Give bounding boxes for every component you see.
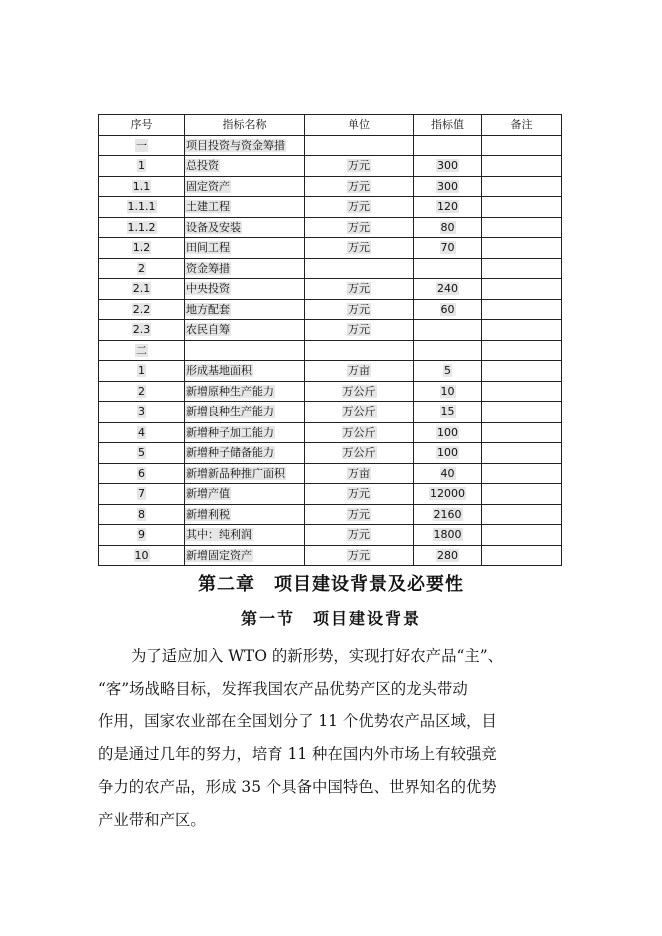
- cell-unit: [305, 381, 414, 402]
- cell-remarks: [482, 463, 562, 484]
- cell-indicator-name-text: 其中：纯利润: [186, 528, 252, 542]
- cell-indicator-name: [185, 238, 305, 259]
- cell-value: [414, 443, 482, 464]
- cell-value-text: 100: [437, 425, 458, 439]
- cell-value: [414, 238, 482, 259]
- cell-serial-text: 10: [134, 548, 149, 562]
- header-unit: 单位: [305, 115, 414, 136]
- cell-remarks: [482, 135, 562, 156]
- table-row: [99, 320, 562, 341]
- cell-value: [414, 504, 482, 525]
- cell-serial-text: 二: [136, 343, 147, 357]
- header-remarks: 备注: [482, 115, 562, 136]
- cell-unit: [305, 279, 414, 300]
- cell-serial: [99, 525, 185, 546]
- cell-indicator-name: [185, 340, 305, 361]
- cell-indicator-name-text: 地方配套: [186, 302, 230, 316]
- cell-unit: [305, 443, 414, 464]
- cell-value-text: 300: [437, 179, 458, 193]
- cell-unit-text: 万元: [348, 323, 370, 337]
- cell-unit-text: 万元: [348, 159, 370, 173]
- cell-unit-text: 万公斤: [342, 446, 376, 460]
- cell-remarks: [482, 545, 562, 566]
- cell-indicator-name: [185, 176, 305, 197]
- cell-remarks: [482, 197, 562, 218]
- cell-serial-text: 3: [138, 405, 145, 419]
- cell-remarks: [482, 156, 562, 177]
- cell-serial-text: 一: [136, 138, 147, 152]
- cell-unit: [305, 258, 414, 279]
- cell-unit-text: 万亩: [348, 364, 370, 378]
- cell-indicator-name-text: 中央投资: [186, 282, 230, 296]
- table-row: [99, 504, 562, 525]
- cell-serial-text: 2.3: [132, 323, 151, 337]
- cell-value-text: 1800: [433, 528, 462, 542]
- table-row: [99, 361, 562, 382]
- table-row: [99, 176, 562, 197]
- cell-unit-text: 万元: [348, 282, 370, 296]
- cell-value-text: 120: [437, 200, 458, 214]
- cell-unit: [305, 340, 414, 361]
- cell-unit-text: 万元: [348, 302, 370, 316]
- cell-value: [414, 299, 482, 320]
- cell-value-text: 100: [437, 446, 458, 460]
- paragraph-line: 作用，国家农业部在全国划分了 11 个优势农产品区域，目: [98, 712, 497, 731]
- cell-value-text: 12000: [430, 487, 465, 501]
- cell-indicator-name-text: 项目投资与资金筹措: [186, 138, 285, 152]
- cell-unit-text: 万元: [348, 507, 370, 521]
- cell-serial-text: 1.1: [132, 179, 151, 193]
- cell-serial: [99, 135, 185, 156]
- cell-unit-text: 万亩: [348, 466, 370, 480]
- cell-indicator-name-text: 新增固定资产: [186, 548, 252, 562]
- cell-serial: [99, 381, 185, 402]
- cell-unit-text: 万元: [348, 241, 370, 255]
- cell-remarks: [482, 176, 562, 197]
- cell-serial: [99, 197, 185, 218]
- table-row: [99, 197, 562, 218]
- cell-remarks: [482, 299, 562, 320]
- paragraph-line: “客”场战略目标，发挥我国农产品优势产区的龙头带动: [98, 679, 468, 698]
- cell-indicator-name: [185, 504, 305, 525]
- cell-unit-text: 万元: [348, 528, 370, 542]
- cell-value: [414, 258, 482, 279]
- cell-remarks: [482, 484, 562, 505]
- paragraph-line: 争力的农产品，形成 35 个具备中国特色、世界知名的优势: [98, 777, 497, 796]
- cell-unit: [305, 361, 414, 382]
- cell-indicator-name: [185, 197, 305, 218]
- cell-serial: [99, 443, 185, 464]
- table-row: [99, 443, 562, 464]
- cell-indicator-name: [185, 320, 305, 341]
- cell-unit: [305, 176, 414, 197]
- cell-indicator-name-text: 新增利税: [186, 507, 230, 521]
- cell-indicator-name-text: 土建工程: [186, 200, 230, 214]
- header-value: 指标值: [414, 115, 482, 136]
- cell-value-text: 280: [437, 548, 458, 562]
- cell-serial: [99, 422, 185, 443]
- project-indicator-table: [98, 114, 562, 566]
- cell-value-text: 2160: [433, 507, 462, 521]
- cell-value: [414, 156, 482, 177]
- cell-serial-text: 1.1.2: [127, 220, 156, 234]
- cell-value-text: 300: [437, 159, 458, 173]
- paragraph-line: 为了适应加入 WTO 的新形势，实现打好农产品“主”、: [131, 647, 504, 665]
- cell-indicator-name-text: 新增新品种推广面积: [186, 466, 285, 480]
- table-row: [99, 340, 562, 361]
- cell-indicator-name: [185, 135, 305, 156]
- cell-serial-text: 4: [138, 425, 145, 439]
- cell-indicator-name-text: 资金筹措: [186, 261, 230, 275]
- cell-indicator-name: [185, 156, 305, 177]
- cell-indicator-name-text: 田间工程: [186, 241, 230, 255]
- table-row: [99, 381, 562, 402]
- cell-value-text: 60: [440, 302, 455, 316]
- cell-unit: [305, 504, 414, 525]
- cell-value: [414, 422, 482, 443]
- cell-indicator-name: [185, 402, 305, 423]
- cell-serial: [99, 217, 185, 238]
- table-row: [99, 525, 562, 546]
- cell-value: [414, 484, 482, 505]
- cell-serial-text: 2: [138, 261, 145, 275]
- cell-indicator-name: [185, 545, 305, 566]
- table-row: [99, 402, 562, 423]
- cell-indicator-name: [185, 443, 305, 464]
- cell-serial-text: 5: [138, 446, 145, 460]
- cell-unit: [305, 320, 414, 341]
- table-row: [99, 156, 562, 177]
- cell-unit-text: 万公斤: [342, 384, 376, 398]
- cell-unit: [305, 156, 414, 177]
- cell-value: [414, 545, 482, 566]
- table-row: [99, 279, 562, 300]
- cell-unit-text: 万公斤: [342, 425, 376, 439]
- header-serial: 序号: [99, 115, 185, 136]
- cell-serial-text: 1.2: [132, 241, 151, 255]
- cell-remarks: [482, 504, 562, 525]
- cell-serial: [99, 402, 185, 423]
- cell-value: [414, 197, 482, 218]
- cell-serial: [99, 279, 185, 300]
- cell-value: [414, 525, 482, 546]
- cell-value-text: 40: [440, 466, 455, 480]
- cell-remarks: [482, 422, 562, 443]
- cell-unit-text: 万元: [348, 220, 370, 234]
- cell-unit: [305, 135, 414, 156]
- table-row: [99, 299, 562, 320]
- cell-serial: [99, 484, 185, 505]
- cell-remarks: [482, 238, 562, 259]
- table-row: [99, 422, 562, 443]
- cell-unit-text: 万元: [348, 487, 370, 501]
- cell-serial: [99, 361, 185, 382]
- cell-serial-text: 2.2: [132, 302, 151, 316]
- cell-indicator-name-text: 新增产值: [186, 487, 230, 501]
- cell-indicator-name-text: 固定资产: [186, 179, 230, 193]
- cell-serial-text: 1: [138, 159, 145, 173]
- cell-remarks: [482, 381, 562, 402]
- cell-value: [414, 463, 482, 484]
- cell-remarks: [482, 525, 562, 546]
- paragraph-line: 产业带和产区。: [98, 810, 206, 829]
- cell-unit: [305, 484, 414, 505]
- table-row: [99, 217, 562, 238]
- cell-indicator-name-text: 新增种子加工能力: [186, 425, 274, 439]
- cell-indicator-name: [185, 484, 305, 505]
- cell-indicator-name-text: 新增原种生产能力: [186, 384, 274, 398]
- cell-indicator-name: [185, 463, 305, 484]
- table-body: [99, 135, 562, 566]
- cell-value: [414, 361, 482, 382]
- cell-indicator-name: [185, 381, 305, 402]
- cell-unit: [305, 217, 414, 238]
- cell-indicator-name-text: 设备及安装: [186, 220, 241, 234]
- cell-indicator-name: [185, 422, 305, 443]
- cell-unit-text: 万公斤: [342, 405, 376, 419]
- cell-serial-text: 6: [138, 466, 145, 480]
- cell-unit: [305, 422, 414, 443]
- cell-indicator-name-text: 总投资: [186, 159, 219, 173]
- cell-remarks: [482, 402, 562, 423]
- cell-serial-text: 1: [138, 364, 145, 378]
- cell-value: [414, 176, 482, 197]
- cell-unit-text: 万元: [348, 179, 370, 193]
- table-row: [99, 484, 562, 505]
- header-indicator-name: 指标名称: [185, 115, 305, 136]
- cell-remarks: [482, 443, 562, 464]
- cell-indicator-name: [185, 361, 305, 382]
- cell-serial: [99, 238, 185, 259]
- cell-remarks: [482, 217, 562, 238]
- cell-remarks: [482, 279, 562, 300]
- cell-serial: [99, 299, 185, 320]
- cell-value-text: 80: [440, 220, 455, 234]
- cell-serial-text: 8: [138, 507, 145, 521]
- body-paragraph: [98, 640, 563, 836]
- cell-unit: [305, 545, 414, 566]
- cell-remarks: [482, 258, 562, 279]
- cell-value-text: 240: [437, 282, 458, 296]
- section-title: 第一节 项目建设背景: [240, 609, 421, 628]
- cell-indicator-name: [185, 525, 305, 546]
- cell-remarks: [482, 320, 562, 341]
- cell-unit-text: 万元: [348, 548, 370, 562]
- table-row: [99, 545, 562, 566]
- cell-serial: [99, 258, 185, 279]
- cell-serial-text: 1.1.1: [127, 200, 156, 214]
- cell-value: [414, 381, 482, 402]
- table-row: [99, 463, 562, 484]
- cell-unit: [305, 197, 414, 218]
- cell-unit: [305, 463, 414, 484]
- cell-serial: [99, 156, 185, 177]
- cell-value-text: 15: [440, 405, 455, 419]
- cell-value-text: 10: [440, 384, 455, 398]
- cell-value: [414, 217, 482, 238]
- cell-serial: [99, 340, 185, 361]
- cell-value-text: 70: [440, 241, 455, 255]
- cell-unit: [305, 238, 414, 259]
- cell-indicator-name: [185, 279, 305, 300]
- cell-value: [414, 135, 482, 156]
- cell-unit-text: 万元: [348, 200, 370, 214]
- cell-serial-text: 7: [138, 487, 145, 501]
- cell-indicator-name-text: 形成基地面积: [186, 364, 252, 378]
- cell-indicator-name-text: 新增种子储备能力: [186, 446, 274, 460]
- table-row: [99, 135, 562, 156]
- cell-indicator-name: [185, 217, 305, 238]
- cell-indicator-name: [185, 258, 305, 279]
- table-row: [99, 258, 562, 279]
- cell-indicator-name: [185, 299, 305, 320]
- cell-serial: [99, 320, 185, 341]
- cell-serial-text: 9: [138, 528, 145, 542]
- cell-value: [414, 402, 482, 423]
- cell-indicator-name-text: 新增良种生产能力: [186, 405, 274, 419]
- cell-value: [414, 340, 482, 361]
- cell-serial-text: 2.1: [132, 282, 151, 296]
- cell-serial: [99, 176, 185, 197]
- cell-unit: [305, 525, 414, 546]
- cell-unit: [305, 402, 414, 423]
- paragraph-line: 的是通过几年的努力，培育 11 种在国内外市场上有较强竞: [98, 745, 497, 764]
- chapter-title: 第二章 项目建设背景及必要性: [198, 574, 464, 595]
- cell-value: [414, 279, 482, 300]
- cell-value: [414, 320, 482, 341]
- cell-remarks: [482, 340, 562, 361]
- cell-serial-text: 2: [138, 384, 145, 398]
- cell-serial: [99, 545, 185, 566]
- table-row: [99, 238, 562, 259]
- cell-value-text: 5: [444, 364, 451, 378]
- table-header-row: [99, 115, 562, 136]
- cell-unit: [305, 299, 414, 320]
- cell-remarks: [482, 361, 562, 382]
- cell-serial: [99, 463, 185, 484]
- cell-indicator-name-text: 农民自筹: [186, 323, 230, 337]
- cell-serial: [99, 504, 185, 525]
